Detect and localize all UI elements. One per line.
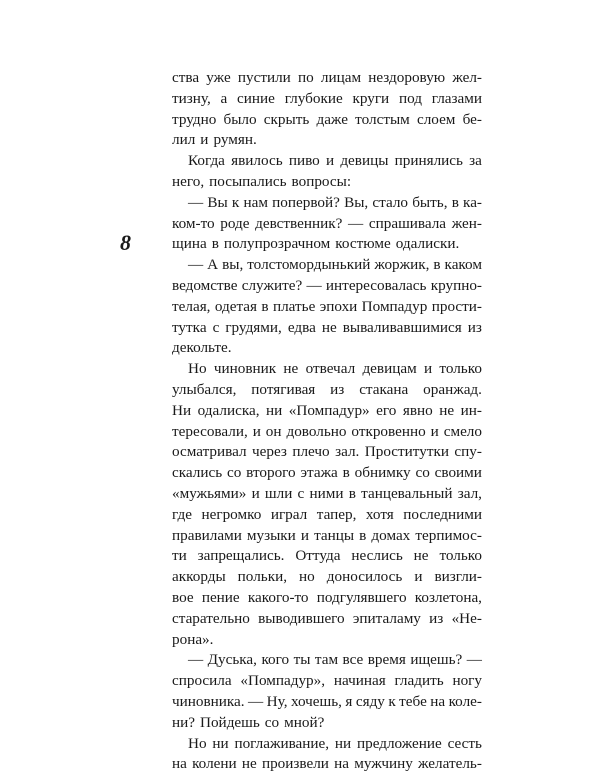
word: мной? <box>284 713 325 731</box>
word: полупрозрачном <box>223 235 331 253</box>
word: из <box>467 318 482 336</box>
text-line <box>172 297 482 318</box>
word: было <box>223 110 257 128</box>
word: и <box>300 526 310 544</box>
word: и <box>430 422 439 440</box>
word: начиная <box>333 672 386 690</box>
word: в <box>261 297 269 315</box>
body-text <box>172 68 482 775</box>
word: эпиталаму <box>352 609 421 627</box>
word: тебе <box>399 692 427 710</box>
text-line <box>172 110 482 131</box>
word: с <box>297 484 305 502</box>
word: последними <box>403 505 482 523</box>
text-line <box>172 151 482 172</box>
word: и <box>252 422 261 440</box>
word: пустили <box>237 69 291 86</box>
text-line <box>172 276 482 297</box>
word: плечо <box>292 443 330 461</box>
word: домах <box>371 526 411 544</box>
word: толстомордынький <box>247 256 371 274</box>
word: слоем <box>416 110 456 128</box>
word: и <box>251 484 260 502</box>
word: со <box>415 464 430 482</box>
word: нам <box>243 193 268 211</box>
word: под <box>398 89 422 107</box>
word: ти <box>172 547 187 565</box>
word: и <box>423 360 433 378</box>
word: коле- <box>448 692 482 710</box>
word: танцевальный <box>361 484 453 502</box>
word: довольно <box>286 422 347 440</box>
word: к <box>388 692 396 710</box>
word: запрещались. <box>197 547 285 565</box>
word: из <box>429 609 444 627</box>
word: одалиска, <box>197 401 260 419</box>
word: на <box>334 755 349 773</box>
word: — <box>466 651 482 669</box>
word: в <box>433 256 441 274</box>
word: и <box>414 568 423 586</box>
word: ком-то <box>172 214 215 232</box>
word: костюме <box>335 235 391 253</box>
word: уже <box>206 69 231 86</box>
word: явилось <box>231 152 283 170</box>
word: Дуська, <box>207 651 257 669</box>
word: — <box>248 692 264 710</box>
word: из <box>330 380 345 398</box>
word: лил <box>172 131 196 149</box>
text-line <box>172 526 482 547</box>
word: круги <box>352 89 390 107</box>
word: декольте. <box>172 339 232 357</box>
word: улыбался, <box>172 380 237 398</box>
word: спу- <box>454 443 482 461</box>
word: А <box>207 256 219 274</box>
word: тутка <box>172 318 207 336</box>
word: за <box>469 152 482 170</box>
word: ин- <box>460 401 482 419</box>
word: зал. <box>335 443 360 461</box>
word: в <box>451 193 459 211</box>
word: в <box>211 235 219 253</box>
word: через <box>251 443 287 461</box>
word: визгли- <box>434 568 482 586</box>
word: на <box>172 755 187 773</box>
word: вопросы: <box>291 172 352 190</box>
text-line <box>172 609 482 630</box>
word: не <box>283 360 299 378</box>
word: не <box>241 755 257 773</box>
word: гладить <box>394 672 444 690</box>
word: ни? <box>172 713 195 731</box>
word: — <box>188 256 204 274</box>
word: только <box>439 547 482 565</box>
word: козлетона, <box>414 588 482 606</box>
text-line <box>172 442 482 463</box>
word: не <box>321 318 337 336</box>
word: Вы, <box>344 193 369 211</box>
word: я <box>345 692 353 710</box>
text-line <box>172 380 482 401</box>
text-line <box>172 89 482 110</box>
text-line <box>172 567 482 588</box>
word: Ни <box>172 401 192 419</box>
word: кого <box>261 651 290 669</box>
word: негромко <box>201 505 262 523</box>
text-line <box>172 650 482 671</box>
text-line <box>172 359 482 380</box>
text-line <box>172 255 482 276</box>
text-line <box>172 193 482 214</box>
word: жен- <box>451 214 482 232</box>
word: вы, <box>222 256 244 274</box>
word: — <box>188 651 204 669</box>
word: пение <box>201 588 240 606</box>
word: платье <box>272 297 316 315</box>
text-line <box>172 484 482 505</box>
word: нездоровую <box>368 69 446 86</box>
word: потягивая <box>251 380 316 398</box>
word: где <box>172 505 192 523</box>
word: в <box>359 526 367 544</box>
text-line <box>172 68 482 89</box>
word: хочешь, <box>290 692 342 710</box>
word: жел- <box>452 69 482 86</box>
word: едва <box>287 318 316 336</box>
word: ногу <box>452 672 482 690</box>
word: ты <box>293 651 311 669</box>
text-line <box>172 713 482 734</box>
word: но <box>299 568 315 586</box>
text-line <box>172 172 482 193</box>
text-line <box>172 754 482 775</box>
word: Помпадур <box>361 297 428 315</box>
word: и <box>200 131 209 149</box>
word: рона». <box>172 630 214 648</box>
text-line <box>172 401 482 422</box>
word: поглаживание, <box>234 734 330 752</box>
word: Ну, <box>266 692 288 710</box>
text-line <box>172 630 482 651</box>
word: одетая <box>214 297 258 315</box>
word: — <box>188 193 204 211</box>
word: и <box>325 152 335 170</box>
word: «Помпадур» <box>288 401 370 419</box>
word: играл <box>270 505 308 523</box>
word: обнимку <box>354 464 411 482</box>
word: ними <box>309 484 344 502</box>
word: Оттуда <box>295 547 341 565</box>
text-line <box>172 546 482 567</box>
word: произвели <box>261 755 329 773</box>
word: ка- <box>463 193 482 211</box>
word: быть, <box>412 193 448 211</box>
word: Но <box>188 734 207 752</box>
word: выводившего <box>258 609 345 627</box>
text-line <box>172 692 482 713</box>
word: чиновник <box>213 360 277 378</box>
word: девицы <box>340 152 389 170</box>
word: тизну, <box>172 89 211 107</box>
word: эпохи <box>319 297 358 315</box>
word: по <box>297 69 314 86</box>
word: толстым <box>355 110 410 128</box>
word: служите? <box>241 276 303 294</box>
text-line <box>172 318 482 339</box>
word: чиновника. <box>172 692 245 710</box>
word: музыки <box>246 526 296 544</box>
word: «Помпадур», <box>240 672 326 690</box>
word: своими <box>434 464 482 482</box>
word: вываливавшимися <box>342 318 462 336</box>
word: тересовали, <box>172 422 248 440</box>
word: отвечал <box>305 360 356 378</box>
word: только <box>439 360 482 378</box>
word: подгулявшего <box>316 588 407 606</box>
word: бе- <box>462 110 482 128</box>
text-line <box>172 130 482 151</box>
word: не <box>413 547 429 565</box>
text-line <box>172 234 482 255</box>
word: хотя <box>365 505 394 523</box>
word: пиво <box>288 152 320 170</box>
word: даже <box>316 110 348 128</box>
word: правилами <box>172 526 242 544</box>
word: него, <box>172 172 205 190</box>
text-line <box>172 214 482 235</box>
word: старательно <box>172 609 250 627</box>
word: неслись <box>351 547 403 565</box>
word: ни <box>266 401 283 419</box>
text-line <box>172 734 482 755</box>
word: не <box>439 401 455 419</box>
word: посыпались <box>209 172 287 190</box>
word: осматривал <box>172 443 247 461</box>
word: сяду <box>355 692 385 710</box>
word: — <box>348 214 364 232</box>
word: крупно- <box>430 276 482 294</box>
word: Пойдешь <box>200 713 260 731</box>
word: время <box>367 651 406 669</box>
word: девственник? <box>255 214 343 232</box>
word: ищешь? <box>410 651 463 669</box>
text-line <box>172 463 482 484</box>
word: Но <box>188 360 207 378</box>
word: тапер, <box>316 505 357 523</box>
word: в <box>348 484 356 502</box>
word: щина <box>172 235 207 253</box>
word: терпимос- <box>415 526 482 544</box>
word: стало <box>372 193 409 211</box>
word: прости- <box>431 297 482 315</box>
word: принялись <box>394 152 463 170</box>
word: интересовалась <box>325 276 427 294</box>
word: польки, <box>237 568 288 586</box>
page-number: 8 <box>120 230 131 255</box>
word: попервой? <box>272 193 340 211</box>
word: ни <box>212 734 229 752</box>
text-line <box>172 505 482 526</box>
word: скрыть <box>263 110 310 128</box>
word: «мужьями» <box>172 484 247 502</box>
word: ни <box>334 734 352 752</box>
word: с <box>212 318 220 336</box>
word: колени <box>192 755 237 773</box>
word: там <box>314 651 339 669</box>
word: спрашивала <box>368 214 447 232</box>
word: ведомстве <box>172 276 238 294</box>
word: ства <box>172 69 200 86</box>
text-line <box>172 588 482 609</box>
word: его <box>376 401 397 419</box>
text-line <box>172 422 482 443</box>
word: со <box>226 464 242 482</box>
word: девицам <box>362 360 417 378</box>
word: глубокие <box>284 89 343 107</box>
word: вое <box>172 588 194 606</box>
word: он <box>265 422 282 440</box>
word: сесть <box>447 734 482 752</box>
word: желатель- <box>418 755 482 773</box>
word: этажа <box>300 464 338 482</box>
word: к <box>231 193 240 211</box>
word: телая, <box>172 297 211 315</box>
word: роде <box>220 214 250 232</box>
word: синие <box>237 89 275 107</box>
word: предложение <box>356 734 442 752</box>
word: румян. <box>213 131 257 149</box>
word: — <box>306 276 322 294</box>
word: глазами <box>431 89 482 107</box>
word: танцы <box>314 526 355 544</box>
word: спросила <box>172 672 232 690</box>
word: оранжад. <box>423 380 482 398</box>
word: в <box>342 464 350 482</box>
word: Когда <box>188 152 225 170</box>
word: «Не- <box>451 609 482 627</box>
word: стакана <box>359 380 409 398</box>
word: жоржик, <box>374 256 430 274</box>
word: все <box>342 651 364 669</box>
text-line <box>172 671 482 692</box>
word: явно <box>402 401 433 419</box>
word: на <box>430 692 446 710</box>
word: мужчину <box>354 755 413 773</box>
word: трудно <box>172 110 217 128</box>
word: Проститутки <box>364 443 449 461</box>
word: откровенно <box>351 422 426 440</box>
word: каком <box>444 256 482 274</box>
word: аккорды <box>172 568 226 586</box>
word: зал, <box>457 484 482 502</box>
word: со <box>264 713 280 731</box>
text-line <box>172 338 482 359</box>
word: какого-то <box>247 588 309 606</box>
word: второго <box>246 464 296 482</box>
word: Вы <box>207 193 228 211</box>
word: шли <box>264 484 293 502</box>
word: а <box>220 89 228 107</box>
word: лицам <box>320 69 362 86</box>
word: скались <box>172 464 223 482</box>
word: грудями, <box>225 318 282 336</box>
word: доносилось <box>326 568 403 586</box>
word: смело <box>443 422 482 440</box>
word: одалиски. <box>395 235 460 253</box>
